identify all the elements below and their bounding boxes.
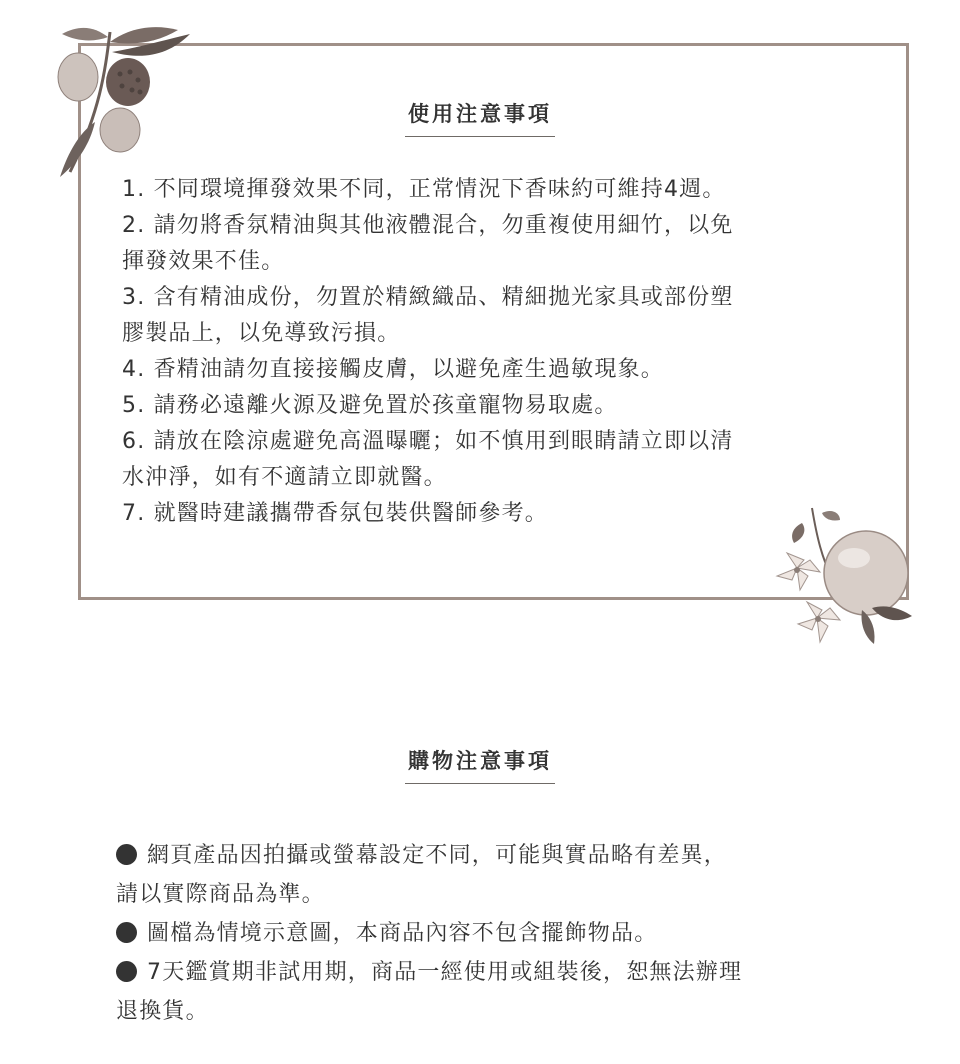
shopping-line: 網頁產品因拍攝或螢幕設定不同，可能與實品略有差異， — [116, 836, 856, 875]
shopping-line: 請以實際商品為準。 — [116, 882, 325, 907]
usage-item: 6. 請放在陰涼處避免高溫曝曬；如不慎用到眼睛請立即以清 — [122, 429, 734, 454]
usage-item: 膠製品上，以免導致污損。 — [122, 321, 401, 346]
usage-item: 4. 香精油請勿直接接觸皮膚，以避免產生過敏現象。 — [122, 357, 664, 382]
bullet-icon — [116, 961, 137, 982]
berry-branch-icon — [50, 12, 200, 182]
usage-item: 水沖淨，如有不適請立即就醫。 — [122, 465, 447, 490]
shopping-line: 圖檔為情境示意圖，本商品內容不包含擺飾物品。 — [116, 914, 856, 953]
usage-item: 揮發效果不佳。 — [122, 249, 285, 274]
shopping-title: 購物注意事項 — [0, 745, 960, 784]
shopping-notes — [116, 836, 856, 1031]
usage-item: 3. 含有精油成份，勿置於精緻織品、精細拋光家具或部份塑 — [122, 285, 734, 310]
usage-notes — [122, 172, 852, 532]
usage-item: 5. 請務必遠離火源及避免置於孩童寵物易取處。 — [122, 393, 618, 418]
usage-item: 1. 不同環境揮發效果不同，正常情況下香味約可維持4週。 — [122, 177, 726, 202]
usage-title: 使用注意事項 — [0, 98, 960, 137]
usage-item: 7. 就醫時建議攜帶香氛包裝供醫師參考。 — [122, 501, 548, 526]
usage-item: 2. 請勿將香氛精油與其他液體混合，勿重複使用細竹，以免 — [122, 213, 734, 238]
bullet-icon — [116, 922, 137, 943]
shopping-line: 7天鑑賞期非試用期，商品一經使用或組裝後，恕無法辦理 — [116, 953, 856, 992]
shopping-line: 退換貨。 — [116, 999, 209, 1024]
bullet-icon — [116, 844, 137, 865]
